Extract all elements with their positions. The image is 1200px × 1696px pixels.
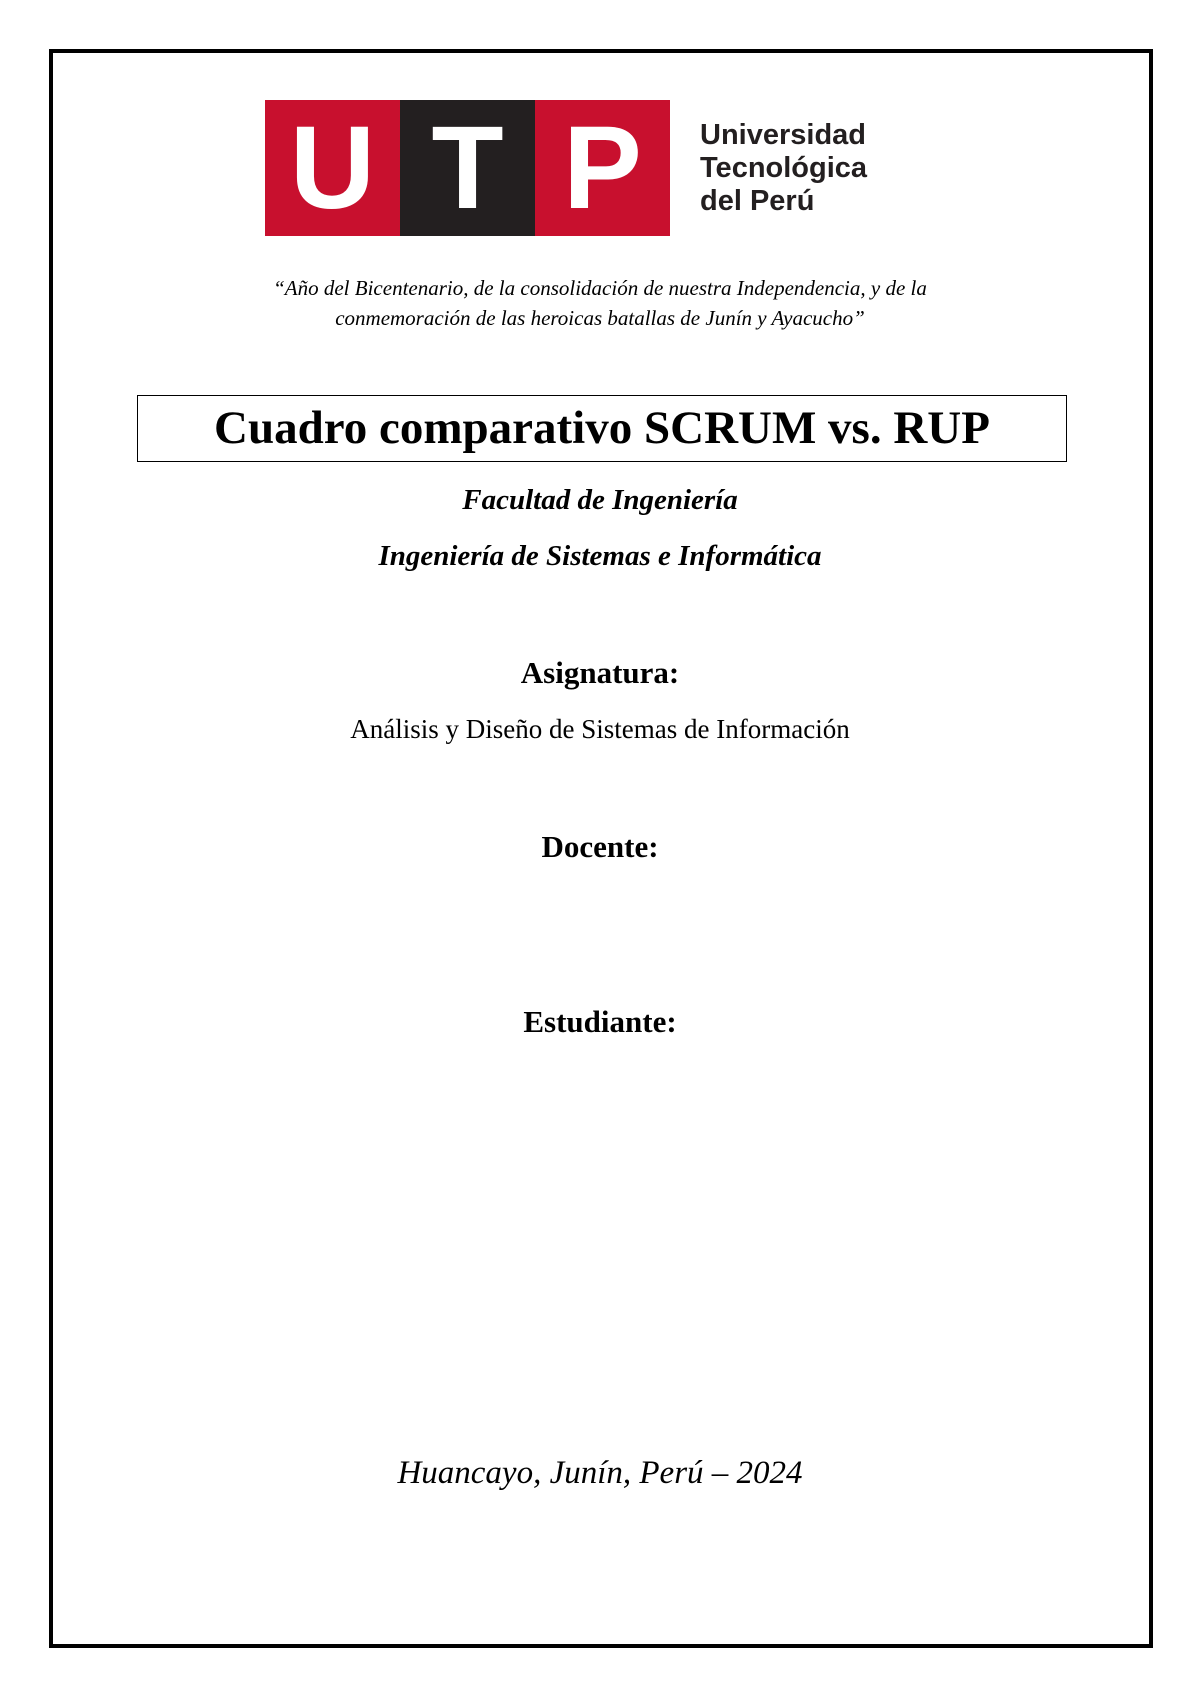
logo-letter-p: P — [563, 102, 642, 234]
logo-letter-u: U — [289, 102, 376, 234]
faculty-name: Facultad de Ingeniería — [462, 484, 738, 516]
logo-text-line-2: Tecnológica — [700, 151, 868, 184]
subject-label: Asignatura: — [520, 655, 680, 690]
logo-text-line-1: Universidad — [700, 118, 866, 151]
year-motto — [0, 273, 1200, 333]
teacher-label: Docente: — [541, 829, 659, 864]
utp-logo — [265, 100, 867, 236]
place-and-date: Huancayo, Junín, Perú – 2024 — [397, 1455, 803, 1491]
logo-letter-t: T — [431, 102, 504, 234]
motto-line-2: conmemoración de las heroicas batallas de Junín y Ayacucho” — [335, 306, 865, 330]
document-title-box — [137, 395, 1067, 462]
career-name: Ingeniería de Sistemas e Informática — [378, 540, 822, 572]
motto-line-1: “Año del Bicentenario, de la consolidación de nuestra Independencia, y de la — [273, 276, 927, 300]
logo-text-line-3: del Perú — [700, 184, 815, 217]
subject-value: Análisis y Diseño de Sistemas de Información — [350, 714, 850, 744]
logo-block-u — [265, 100, 400, 236]
document-title: Cuadro comparativo SCRUM vs. RUP — [214, 402, 990, 454]
logo-block-p — [535, 100, 670, 236]
logo-wordmark — [700, 119, 867, 218]
student-label: Estudiante: — [523, 1004, 677, 1039]
logo-block-t — [400, 100, 535, 236]
